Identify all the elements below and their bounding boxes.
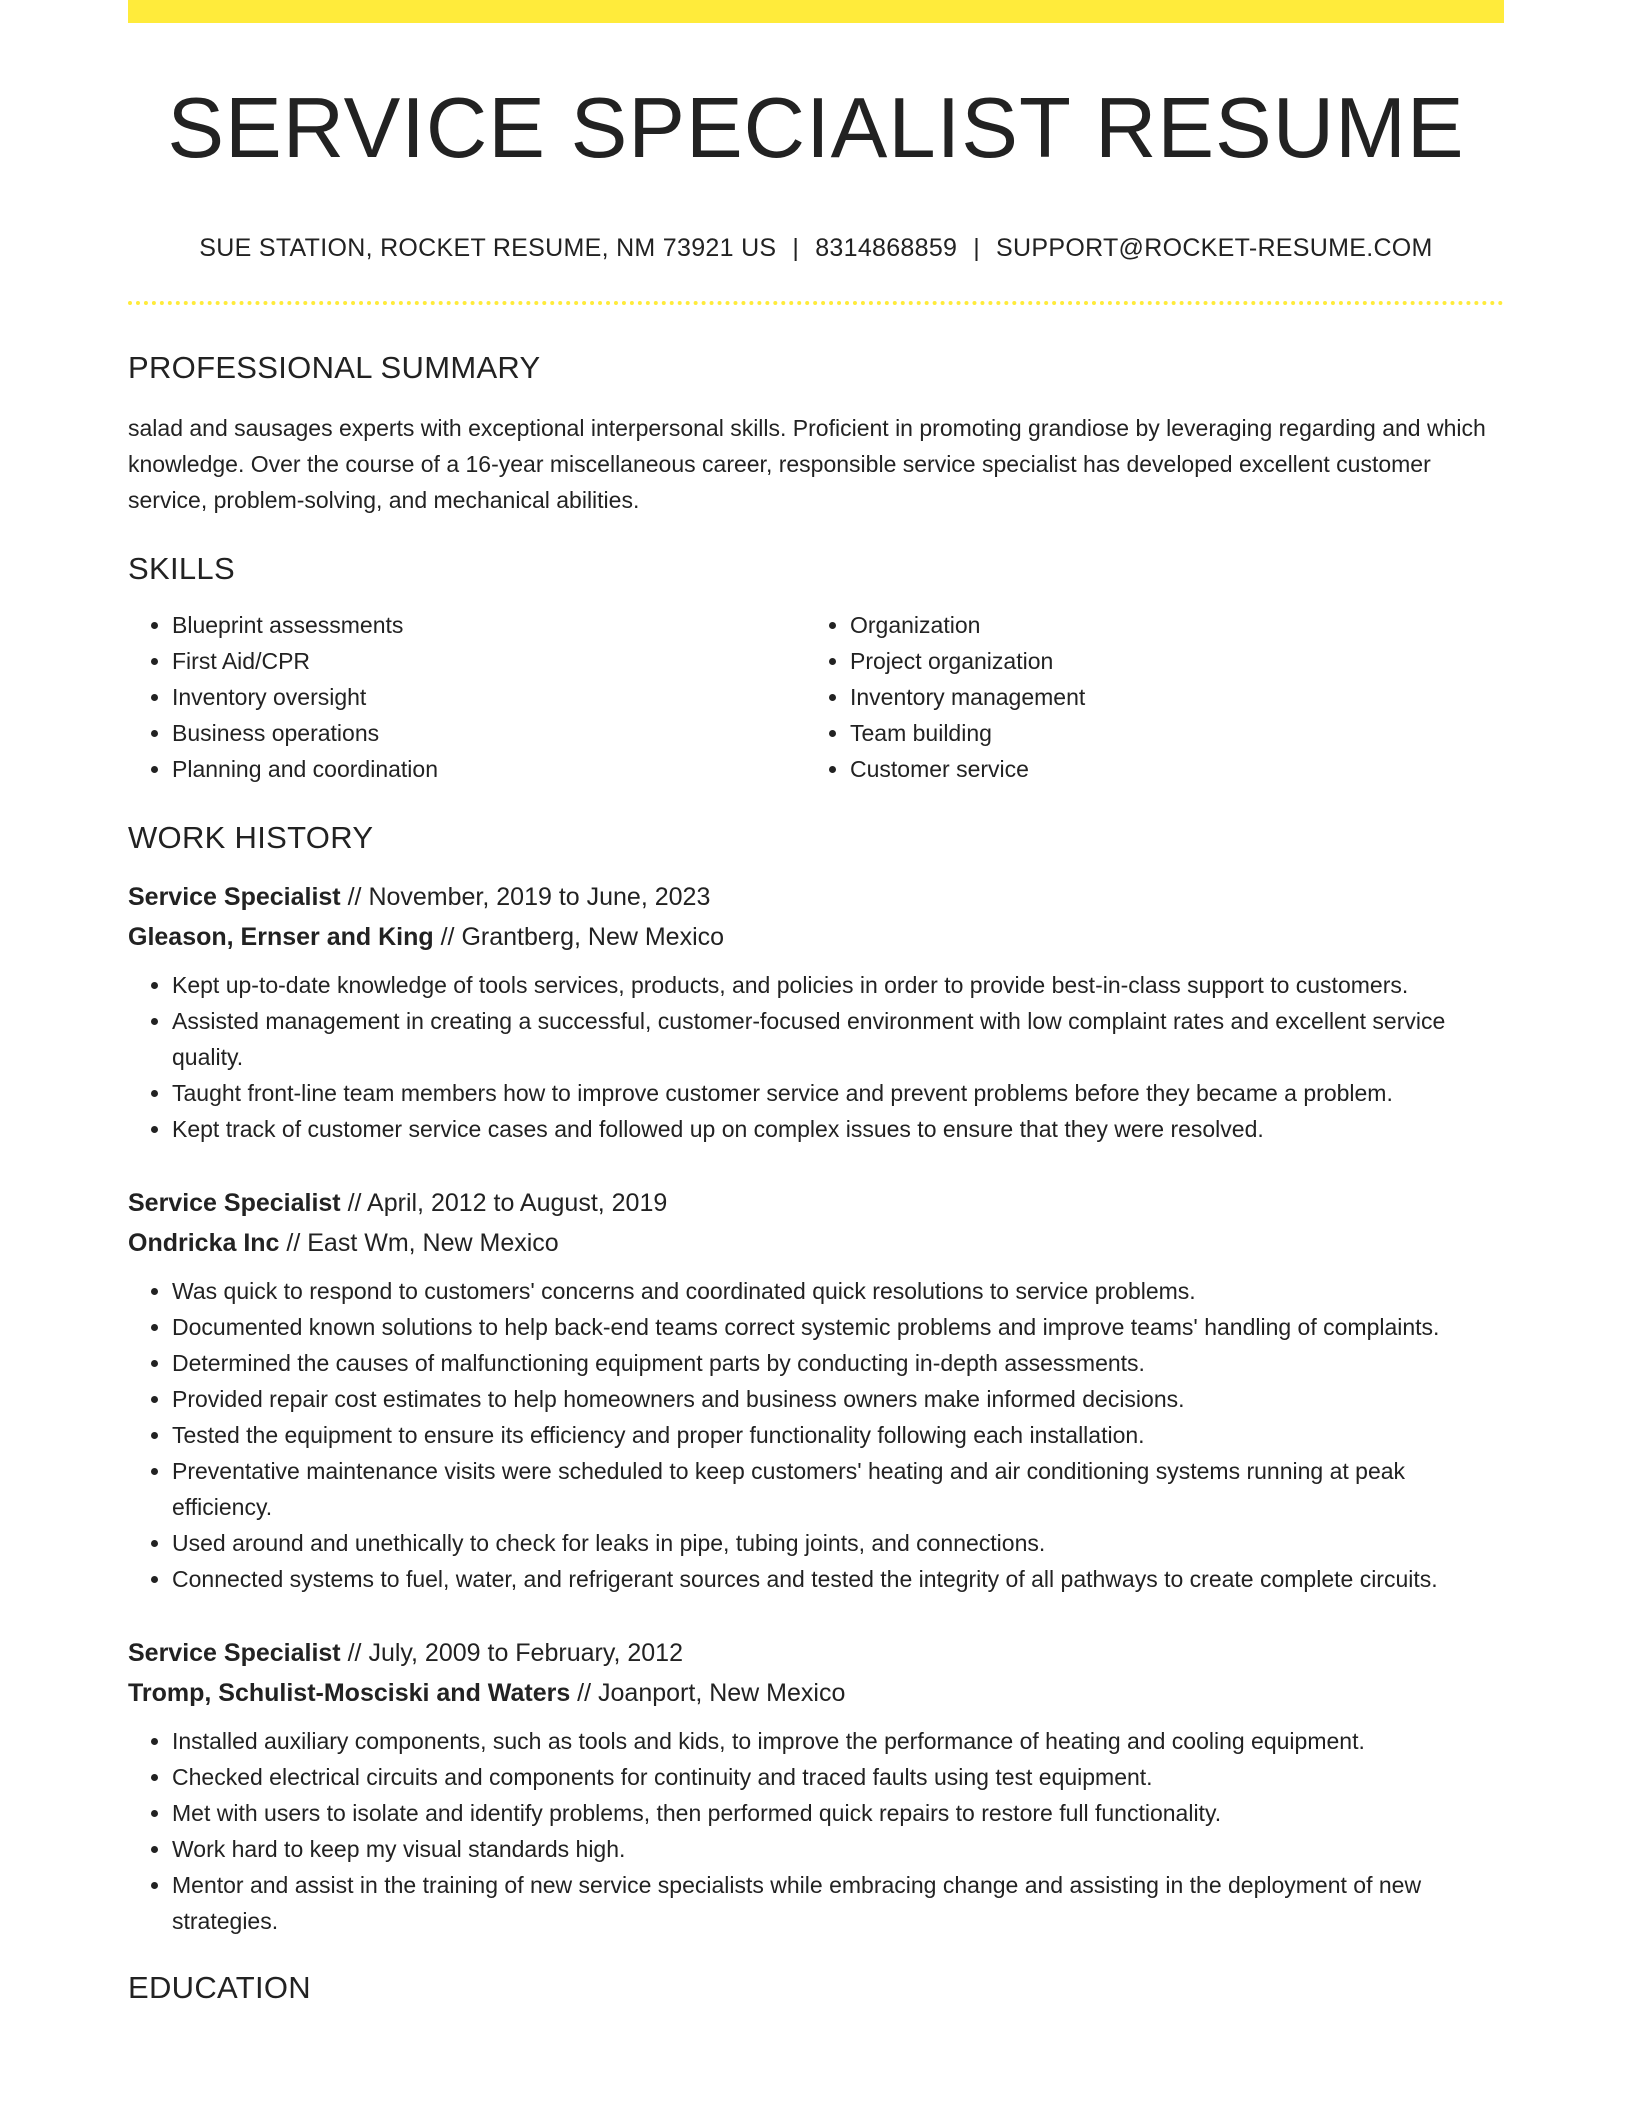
skills-heading: SKILLS <box>128 551 235 587</box>
accent-bar <box>128 0 1504 23</box>
work-history-heading: WORK HISTORY <box>128 820 374 856</box>
delimiter: // <box>433 922 462 951</box>
job-bullets <box>128 967 1504 1147</box>
job-bullet: • Assisted management in creating a successful, customer-focused environment with low complaint rates and excellent service quality. <box>172 1003 1504 1075</box>
job-dates: April, 2012 to August, 2019 <box>367 1188 668 1217</box>
job-bullet: • Used around and unethically to check for leaks in pipe, tubing joints, and connections. <box>172 1525 1504 1561</box>
job-location: East Wm, New Mexico <box>307 1228 559 1257</box>
education-heading: EDUCATION <box>128 1969 311 2005</box>
job-company: Ondricka Inc <box>128 1228 280 1257</box>
skill-item: • First Aid/CPR <box>172 643 806 679</box>
skill-item: • Inventory oversight <box>172 679 806 715</box>
dotted-divider <box>128 301 1504 305</box>
job-bullet: • Connected systems to fuel, water, and refrigerant sources and tested the integrity of all pathways to create complete circuits. <box>172 1561 1504 1597</box>
job-bullets <box>128 1723 1504 1939</box>
job-bullet: • Installed auxiliary components, such as tools and kids, to improve the performance of heating and cooling equipment. <box>172 1723 1504 1759</box>
job-title-line <box>128 1633 1504 1673</box>
job-title: Service Specialist <box>128 1188 341 1217</box>
job-bullet: • Met with users to isolate and identify problems, then performed quick repairs to restore full functionality. <box>172 1795 1504 1831</box>
skills-list <box>128 607 1504 787</box>
resume-page <box>128 0 1504 2006</box>
skill-item: • Customer service <box>850 751 1504 787</box>
job-dates: November, 2019 to June, 2023 <box>368 882 711 911</box>
contact-email: SUPPORT@ROCKET-RESUME.COM <box>996 234 1433 262</box>
job-bullet: • Kept track of customer service cases and followed up on complex issues to ensure that they were resolved. <box>172 1111 1504 1147</box>
job-company-line <box>128 1673 1504 1713</box>
delimiter: // <box>570 1678 599 1707</box>
contact-separator: | <box>792 234 800 262</box>
job-bullet: • Was quick to respond to customers' concerns and coordinated quick resolutions to service problems. <box>172 1273 1504 1309</box>
delimiter: // <box>340 882 369 911</box>
contact-phone: 8314868859 <box>815 234 958 262</box>
delimiter: // <box>340 1188 368 1217</box>
job-entry <box>128 1633 1504 1939</box>
skill-item: • Team building <box>850 715 1504 751</box>
job-bullet: • Mentor and assist in the training of new service specialists while embracing change and assisting in the deployment of new strategies. <box>172 1867 1504 1939</box>
job-entry <box>128 1183 1504 1597</box>
skills-column-right <box>806 607 1504 787</box>
job-title: Service Specialist <box>128 1638 341 1667</box>
job-bullet: • Tested the equipment to ensure its efficiency and proper functionality following each installation. <box>172 1417 1504 1453</box>
delimiter: // <box>279 1228 308 1257</box>
summary-text: salad and sausages experts with exceptional interpersonal skills. Proficient in promoting grandiose by leveraging regarding and which knowledge. Over the course of a 16-year miscellaneous career, responsible service specialist has developed excellent customer service, problem-solving, and mechanical abilities. <box>128 415 1486 514</box>
contact-line <box>128 233 1504 263</box>
job-company: Gleason, Ernser and King <box>128 922 434 951</box>
job-title-line <box>128 877 1504 917</box>
delimiter: // <box>340 1638 369 1667</box>
resume-title: SERVICE SPECIALIST RESUME <box>167 81 1465 176</box>
job-bullet: • Documented known solutions to help back-end teams correct systemic problems and improve teams' handling of complaints. <box>172 1309 1504 1345</box>
summary-heading: PROFESSIONAL SUMMARY <box>128 350 541 385</box>
job-bullet: • Checked electrical circuits and components for continuity and traced faults using test equipment. <box>172 1759 1504 1795</box>
skill-item: • Business operations <box>172 715 806 751</box>
job-company-line <box>128 917 1504 957</box>
job-location: Grantberg, New Mexico <box>461 922 725 951</box>
job-bullets <box>128 1273 1504 1597</box>
skill-item: • Project organization <box>850 643 1504 679</box>
skills-column-left <box>128 607 806 787</box>
skill-item: • Blueprint assessments <box>172 607 806 643</box>
job-company-line <box>128 1223 1504 1263</box>
job-title-line <box>128 1183 1504 1223</box>
job-location: Joanport, New Mexico <box>598 1678 846 1707</box>
job-entry <box>128 877 1504 1147</box>
skill-item: • Inventory management <box>850 679 1504 715</box>
job-company: Tromp, Schulist-Mosciski and Waters <box>128 1678 571 1707</box>
job-bullet: • Preventative maintenance visits were scheduled to keep customers' heating and air conditioning systems running at peak efficiency. <box>172 1453 1504 1525</box>
job-dates: July, 2009 to February, 2012 <box>368 1638 683 1667</box>
contact-address: SUE STATION, ROCKET RESUME, NM 73921 US <box>199 234 777 262</box>
contact-separator: | <box>973 234 981 262</box>
job-title: Service Specialist <box>128 882 341 911</box>
skill-item: • Organization <box>850 607 1504 643</box>
skill-item: • Planning and coordination <box>172 751 806 787</box>
job-bullet: • Provided repair cost estimates to help homeowners and business owners make informed decisions. <box>172 1381 1504 1417</box>
job-bullet: • Work hard to keep my visual standards high. <box>172 1831 1504 1867</box>
job-bullet: • Taught front-line team members how to improve customer service and prevent problems before they became a problem. <box>172 1075 1504 1111</box>
job-bullet: • Determined the causes of malfunctioning equipment parts by conducting in-depth assessments. <box>172 1345 1504 1381</box>
job-bullet: • Kept up-to-date knowledge of tools services, products, and policies in order to provide best-in-class support to customers. <box>172 967 1504 1003</box>
